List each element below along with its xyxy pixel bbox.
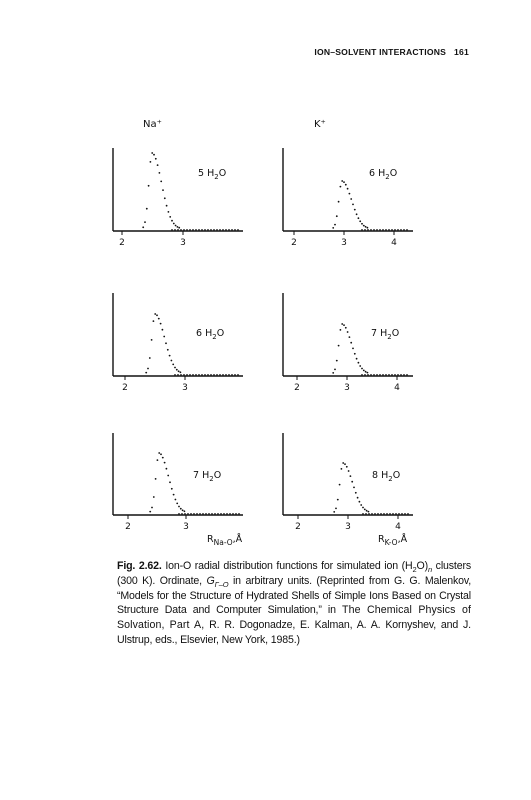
panel-6-baseline-point (371, 513, 373, 515)
panel-4-baseline-point (361, 374, 363, 376)
panel-1-baseline-point (207, 229, 209, 231)
panel-5-baseline-point (187, 513, 189, 515)
panel-1-baseline-point (237, 229, 239, 231)
panel-3-curve-point (145, 372, 147, 374)
panel-6-baseline-point (398, 513, 400, 515)
panel-4-curve-point (361, 368, 363, 370)
panel-4-tick-label-2: 2 (294, 383, 300, 393)
panel-1-baseline-point (171, 229, 173, 231)
panel-1-curve-point (155, 158, 157, 160)
panel-5-baseline-point (193, 513, 195, 515)
panel-1-tick-label-2: 2 (119, 238, 125, 248)
panel-2-baseline-point (364, 229, 366, 231)
panel-2-baseline-point (406, 229, 408, 231)
panel-4-baseline-point (391, 374, 393, 376)
panel-2-curve-point (332, 227, 334, 229)
panel-3-baseline-point (174, 374, 176, 376)
panel-2-tick-label-2: 2 (291, 238, 297, 248)
panel-6-curve-point (368, 511, 370, 513)
panel-1-curve-point (142, 226, 144, 228)
panel-5-baseline-point (181, 513, 183, 515)
panel-4-curve-point (354, 353, 356, 355)
panel-1-curve-point (164, 197, 166, 199)
caption-ordinate: G (206, 574, 215, 587)
panel-1-baseline-point (222, 229, 224, 231)
panel-2-tick-label-4: 4 (391, 238, 397, 248)
panel-3-baseline-point (216, 374, 218, 376)
panel-5-curve-point (153, 496, 155, 498)
panel-1-curve-point (150, 161, 152, 163)
panel-5-baseline-point (199, 513, 201, 515)
panel-1-curve-point (177, 226, 179, 228)
panel-5-tick-label-3: 3 (183, 522, 189, 532)
caption-text-2: O) (416, 560, 429, 572)
column-label-na: Na⁺ (143, 119, 162, 130)
panel-1-baseline-point (216, 229, 218, 231)
panel-2-baseline-point (394, 229, 396, 231)
panel-3-baseline-point (192, 374, 194, 376)
panel-1-baseline-point (210, 229, 212, 231)
axis-title-na: $R_{Na-O},Å$ (207, 534, 243, 547)
panel-3-tick-label-3: 3 (182, 383, 188, 393)
panel-2-curve-point (367, 227, 369, 229)
panel-2-baseline-point (397, 229, 399, 231)
panel-1-curve-point (171, 220, 173, 222)
panel-3-curve-point (171, 360, 173, 362)
panel-5-baseline-point (223, 513, 225, 515)
panel-2-baseline-point (361, 229, 363, 231)
panel-4-curve-point (349, 336, 351, 338)
panel-5-baseline-point (211, 513, 213, 515)
panel-5-baseline-point (214, 513, 216, 515)
panel-1-curve-point (159, 172, 161, 174)
panel-6-baseline-point (404, 513, 406, 515)
panel-3-curve-point (169, 355, 171, 357)
panel-2-curve-point (334, 224, 336, 226)
panel-5-baseline-point (202, 513, 204, 515)
panel-2-curve-point (354, 209, 356, 211)
panel-5-baseline-point (190, 513, 192, 515)
panel-6-curve-point (353, 487, 355, 489)
panel-1-curve-point (151, 152, 153, 154)
panel-6-curve-point (364, 509, 366, 511)
panel-5-curve-point (149, 511, 151, 513)
panel-1-curve-point (153, 154, 155, 156)
panel-1-baseline-point (183, 229, 185, 231)
panel-5-baseline-point (226, 513, 228, 515)
panel-3-baseline-point (225, 374, 227, 376)
panel-5-baseline-point (220, 513, 222, 515)
panel-4-baseline-point (397, 374, 399, 376)
caption-sub-n: n (428, 565, 433, 575)
panel-6-curve-point (366, 510, 368, 512)
panel-4-baseline-point (364, 374, 366, 376)
panel-1-curve-point (162, 189, 164, 191)
panel-1-baseline-point (195, 229, 197, 231)
panel-6-baseline-point (389, 513, 391, 515)
panel-5-baseline-point (229, 513, 231, 515)
panel-5-curve-point (178, 506, 180, 508)
panel-6-curve-point (341, 468, 343, 470)
panel-5-baseline-point (217, 513, 219, 515)
panel-1-tick-label-3: 3 (180, 238, 186, 248)
panel-1-curve-point (168, 211, 170, 213)
panel-1-baseline-point (225, 229, 227, 231)
panel-6-curve-point (346, 466, 348, 468)
caption-ordinate-sub: Γ–O (214, 579, 229, 589)
panel-6-baseline-point (392, 513, 394, 515)
panel-3-baseline-point (189, 374, 191, 376)
panel-2-curve-point (349, 193, 351, 195)
panel-5-baseline-point (208, 513, 210, 515)
panel-3-baseline-point (237, 374, 239, 376)
panel-1-curve-point (175, 225, 177, 227)
panel-3-curve-point (167, 349, 169, 351)
panel-4-label: 7 $H_2O$ (371, 328, 400, 341)
panel-1-baseline-point (204, 229, 206, 231)
panel-5-baseline-point (205, 513, 207, 515)
panel-2-curve-point (352, 204, 354, 206)
panel-1-baseline-point (201, 229, 203, 231)
panel-2-curve-point (345, 184, 347, 186)
panel-2-curve-point (343, 181, 345, 183)
panel-3-baseline-point (207, 374, 209, 376)
panel-4-baseline-point (394, 374, 396, 376)
panel-4-baseline-point (367, 374, 369, 376)
panel-2-baseline-point (385, 229, 387, 231)
panel-6-baseline-point (380, 513, 382, 515)
panel-2-baseline-point (388, 229, 390, 231)
panel-5-curve-point (171, 488, 173, 490)
panel-5-baseline-point (196, 513, 198, 515)
caption-text-3: clusters (300 K). Ordinate, (117, 560, 471, 587)
caption-sub-2: 2 (412, 565, 417, 575)
panel-1-baseline-point (213, 229, 215, 231)
panel-5-curve-point (158, 452, 160, 454)
panel-2-curve-point (336, 215, 338, 217)
panel-3-curve-point (180, 371, 182, 373)
panel-4-curve-point (347, 331, 349, 333)
panel-4-tick-label-3: 3 (344, 383, 350, 393)
panel-4-tick-label-4: 4 (394, 383, 400, 393)
panel-6-baseline-point (365, 513, 367, 515)
panel-2-baseline-point (391, 229, 393, 231)
panel-4-curve-point (340, 329, 342, 331)
panel-6-curve-point (335, 508, 337, 510)
panel-2-tick-label-3: 3 (341, 238, 347, 248)
panel-6-baseline-point (377, 513, 379, 515)
caption-text-1: Ion-O radial distribution functions for simulated ion (H (161, 560, 413, 572)
panel-6-curve-point (337, 499, 339, 501)
panel-3-curve-point (176, 369, 178, 371)
panel-6-curve-point (360, 504, 362, 506)
panel-6-curve-point (351, 481, 353, 483)
panel-2-curve-point (358, 217, 360, 219)
panel-6-baseline-point (386, 513, 388, 515)
panel-2-curve-point (338, 201, 340, 203)
panel-4-baseline-point (376, 374, 378, 376)
panel-3-curve-point (165, 342, 167, 344)
panel-1-baseline-point (234, 229, 236, 231)
panel-3-baseline-point (222, 374, 224, 376)
panel-1-curve-point (169, 216, 171, 218)
panel-4-baseline-point (406, 374, 408, 376)
panel-3-curve-point (178, 370, 180, 372)
panel-3-baseline-point (234, 374, 236, 376)
panel-3-baseline-point (210, 374, 212, 376)
panel-6-label: 8 $H_2O$ (372, 470, 401, 483)
panel-5-curve-point (175, 499, 177, 501)
panel-1-curve-point (148, 185, 150, 187)
panel-3-curve-point (154, 313, 156, 315)
panel-1-baseline-point (174, 229, 176, 231)
panel-6-curve-point (359, 501, 361, 503)
panel-5-curve-point (184, 510, 186, 512)
panel-2-curve-point (363, 225, 365, 227)
panel-5-baseline-point (238, 513, 240, 515)
panel-3-curve-point (172, 364, 174, 366)
running-title: ION–SOLVENT INTERACTIONS (314, 47, 447, 57)
panel-1-curve-point (166, 205, 168, 207)
panel-6-curve-point (342, 462, 344, 464)
panel-1-curve-point (160, 181, 162, 183)
panel-5-curve-point (180, 508, 182, 510)
panel-2-baseline-point (367, 229, 369, 231)
panel-6-baseline-point (362, 513, 364, 515)
panel-4-curve-point (363, 370, 365, 372)
panel-2-baseline-point (370, 229, 372, 231)
panel-3-baseline-point (201, 374, 203, 376)
panel-4-curve-point (359, 365, 361, 367)
panel-6-curve-point (333, 511, 335, 513)
panel-6-baseline-point (374, 513, 376, 515)
panel-4-baseline-point (382, 374, 384, 376)
panel-5-curve-point (173, 494, 175, 496)
panel-6-baseline-point (383, 513, 385, 515)
panel-6-curve-point (357, 497, 359, 499)
panel-3-baseline-point (219, 374, 221, 376)
panel-4-curve-point (334, 369, 336, 371)
panel-6-curve-point (348, 470, 350, 472)
panel-3-curve-point (163, 336, 165, 338)
panel-3-curve-point (156, 314, 158, 316)
panel-6-tick-label-4: 4 (395, 522, 401, 532)
panel-4-curve-point (356, 358, 358, 360)
panel-6-curve-point (350, 475, 352, 477)
panel-6-curve-point (362, 507, 364, 509)
panel-2-curve-point (361, 223, 363, 225)
caption-book-title: The Chemical Physics of Solvation, Part A, (117, 604, 471, 632)
panel-5-tick-label-2: 2 (125, 522, 131, 532)
panel-6-curve-point (355, 492, 357, 494)
panel-3-baseline-point (195, 374, 197, 376)
panel-5-curve-point (151, 507, 153, 509)
panel-4-curve-point (343, 324, 345, 326)
panel-5-baseline-point (178, 513, 180, 515)
panel-6-baseline-point (401, 513, 403, 515)
panel-6-curve-point (344, 463, 346, 465)
panel-3-baseline-point (177, 374, 179, 376)
panel-1-baseline-point (186, 229, 188, 231)
panel-3-curve-point (149, 357, 151, 359)
panel-3-baseline-point (183, 374, 185, 376)
panel-3-curve-point (151, 339, 153, 341)
panel-5-label: 7 $H_2O$ (193, 470, 222, 483)
panel-6-baseline-point (368, 513, 370, 515)
panel-3-baseline-point (204, 374, 206, 376)
panel-2-label: 6 $H_2O$ (369, 168, 398, 181)
panel-2-baseline-point (373, 229, 375, 231)
panel-4-baseline-point (400, 374, 402, 376)
panel-4-curve-point (350, 342, 352, 344)
panel-5-curve-point (167, 475, 169, 477)
panel-4-baseline-point (403, 374, 405, 376)
panel-4-curve-point (332, 372, 334, 374)
figure-caption (117, 559, 471, 648)
panel-1-curve-point (146, 208, 148, 210)
panel-2-baseline-point (382, 229, 384, 231)
figure-label: Fig. 2.62. (117, 560, 162, 572)
panel-1-baseline-point (177, 229, 179, 231)
panel-4-curve-point (341, 323, 343, 325)
panel-2-curve-point (350, 198, 352, 200)
panel-3-baseline-point (228, 374, 230, 376)
page-number: 161 (454, 47, 469, 57)
column-label-k: K⁺ (314, 119, 326, 130)
panel-1-curve-point (144, 221, 146, 223)
panel-3-baseline-point (186, 374, 188, 376)
panel-4-curve-point (336, 360, 338, 362)
panel-1-curve-point (157, 164, 159, 166)
caption-text-5: R. R. Dogonadze, E. Kalman, A. A. Kornyshev, and J. Ulstrup, eds., Elsevier, New York, 1985.) (117, 619, 471, 646)
panel-3-label: 6 $H_2O$ (196, 328, 225, 341)
panel-4-baseline-point (385, 374, 387, 376)
panel-2-baseline-point (403, 229, 405, 231)
panel-3-curve-point (162, 329, 164, 331)
panel-1-baseline-point (189, 229, 191, 231)
panel-1-baseline-point (219, 229, 221, 231)
panel-5-curve-point (162, 457, 164, 459)
panel-5-curve-point (157, 459, 159, 461)
panel-1-baseline-point (192, 229, 194, 231)
panel-2-curve-point (347, 188, 349, 190)
panel-3-curve-point (153, 320, 155, 322)
panel-5-baseline-point (184, 513, 186, 515)
panel-2-curve-point (340, 186, 342, 188)
panel-6-curve-point (339, 484, 341, 486)
panel-3-tick-label-2: 2 (122, 383, 128, 393)
panel-1-baseline-point (180, 229, 182, 231)
panel-4-baseline-point (379, 374, 381, 376)
axis-title-k: $R_{K-O},Å$ (378, 534, 408, 547)
panel-3-curve-point (174, 367, 176, 369)
panel-4-curve-point (338, 345, 340, 347)
panel-1-label: 5 $H_2O$ (198, 168, 227, 181)
panel-2-baseline-point (376, 229, 378, 231)
panel-5-curve-point (164, 462, 166, 464)
panel-3-curve-point (147, 368, 149, 370)
panel-3-baseline-point (198, 374, 200, 376)
panel-6-tick-label-2: 2 (295, 522, 301, 532)
panel-3-curve-point (158, 318, 160, 320)
panel-1-curve-point (173, 223, 175, 225)
panel-2-curve-point (365, 226, 367, 228)
panel-1-baseline-point (231, 229, 233, 231)
panel-4-curve-point (352, 348, 354, 350)
panel-4-baseline-point (370, 374, 372, 376)
panel-3-baseline-point (213, 374, 215, 376)
panel-1-baseline-point (228, 229, 230, 231)
panel-3-baseline-point (231, 374, 233, 376)
panel-4-curve-point (345, 327, 347, 329)
panel-4-curve-point (365, 371, 367, 373)
panel-5-curve-point (182, 509, 184, 511)
panel-1-curve-point (178, 227, 180, 229)
panel-5-curve-point (176, 503, 178, 505)
panel-3-baseline-point (180, 374, 182, 376)
panel-6-baseline-point (407, 513, 409, 515)
panel-2-curve-point (356, 213, 358, 215)
panel-5-baseline-point (235, 513, 237, 515)
panel-5-curve-point (166, 468, 168, 470)
panel-2-baseline-point (379, 229, 381, 231)
panel-2-curve-point (341, 180, 343, 182)
panel-5-curve-point (169, 481, 171, 483)
panel-5-curve-point (155, 478, 157, 480)
panel-2-curve-point (359, 220, 361, 222)
panel-4-curve-point (358, 362, 360, 364)
panel-2-baseline-point (400, 229, 402, 231)
panel-5-baseline-point (232, 513, 234, 515)
panel-3-curve-point (160, 323, 162, 325)
panel-4-curve-point (367, 372, 369, 374)
panel-4-baseline-point (373, 374, 375, 376)
panel-1-baseline-point (198, 229, 200, 231)
panel-6-baseline-point (395, 513, 397, 515)
panel-4-baseline-point (388, 374, 390, 376)
panel-6-tick-label-3: 3 (345, 522, 351, 532)
caption-text-4: in arbitrary units. (Reprinted from G. G. Malenkov, “Models for the Structure of Hydrated Shells of Simple Ions Based on Crystal Structure Data and Computer Simulation,” in (117, 574, 471, 617)
panel-5-curve-point (160, 453, 162, 455)
